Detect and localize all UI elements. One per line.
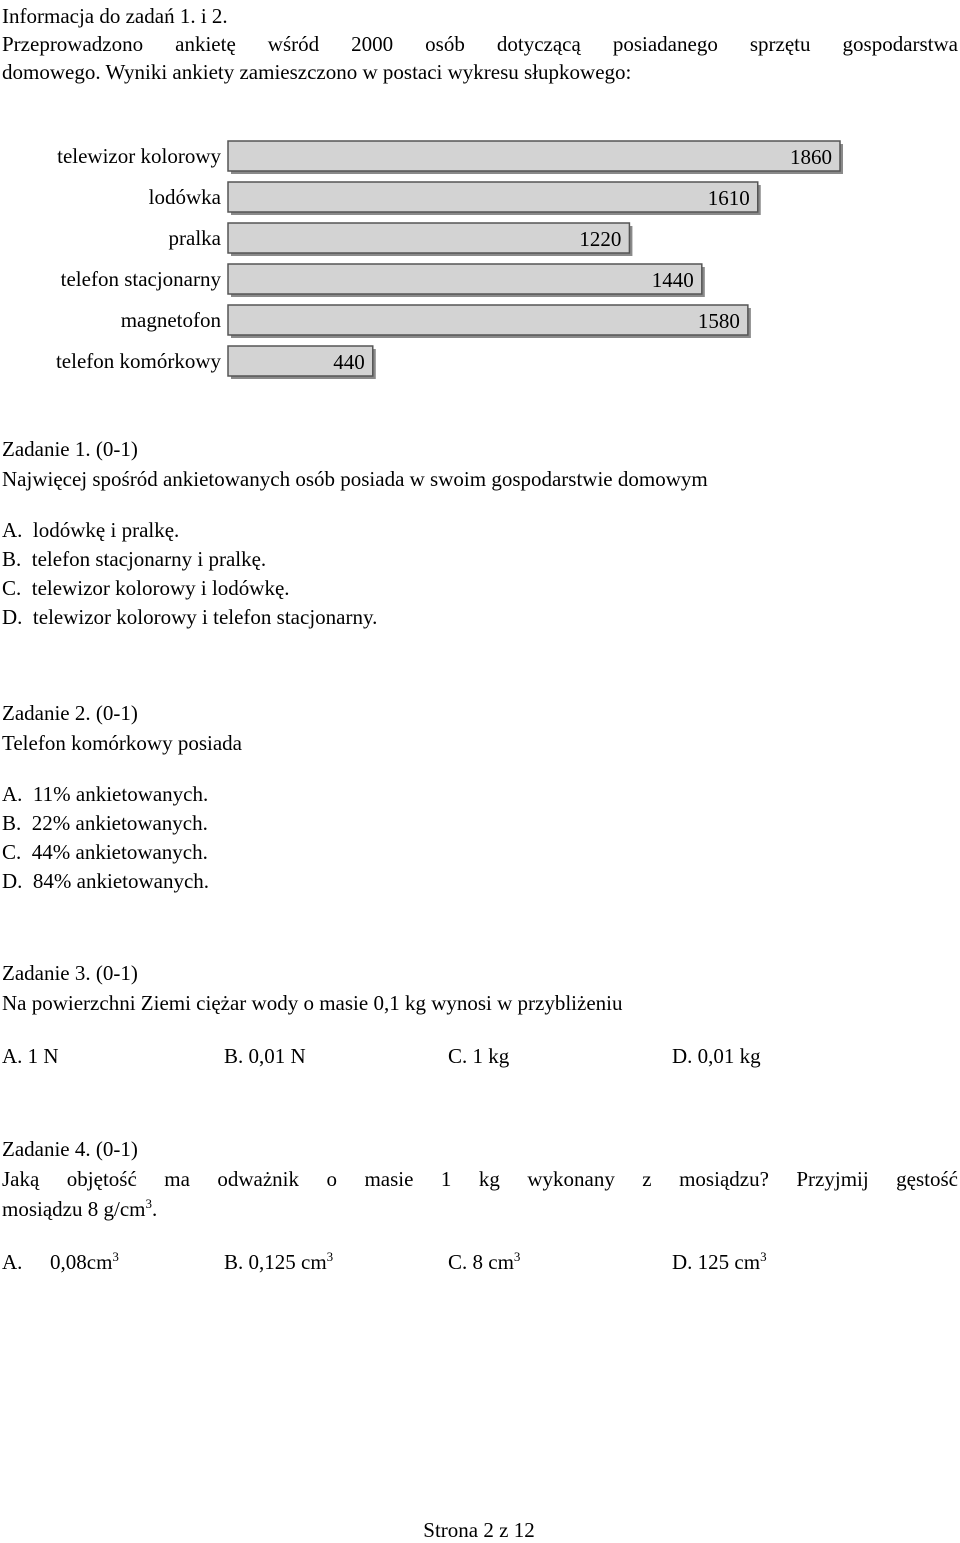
- bar: [228, 223, 629, 253]
- option-letter: A.: [2, 1044, 23, 1068]
- task-3-option-d[interactable]: [672, 1040, 761, 1072]
- category-label: telefon stacjonarny: [60, 267, 221, 291]
- task-3-option-a[interactable]: [2, 1040, 59, 1072]
- task-4: [2, 1134, 958, 1278]
- value-label: 1860: [790, 145, 832, 169]
- option-text: telewizor kolorowy i lodówkę.: [31, 576, 290, 600]
- bar-chart-svg: [0, 128, 960, 388]
- task-2-options: [2, 780, 958, 896]
- task-4-option-c[interactable]: [448, 1246, 520, 1278]
- task-1: [2, 434, 958, 632]
- intro-info: [2, 2, 958, 86]
- option-text: lodówkę i pralkę.: [32, 518, 180, 542]
- task-1-option-a[interactable]: [2, 516, 958, 545]
- task-3: [2, 958, 958, 1072]
- option-letter: B.: [2, 811, 22, 835]
- task-2-question: Telefon komórkowy posiada: [2, 731, 242, 755]
- task-1-option-c[interactable]: [2, 574, 958, 603]
- task-2: [2, 698, 958, 896]
- option-text: 44% ankietowanych.: [31, 840, 208, 864]
- option-exponent: 3: [326, 1249, 334, 1264]
- task-4-option-a[interactable]: [2, 1246, 119, 1278]
- option-text: 8 cm: [472, 1250, 514, 1274]
- value-label: 1580: [697, 309, 740, 333]
- task-4-question-end: .: [151, 1197, 158, 1221]
- option-letter: C.: [448, 1250, 468, 1274]
- task-3-options: [2, 1040, 958, 1072]
- bar: [228, 182, 758, 212]
- task-1-question: Najwięcej spośród ankietowanych osób posiada w swoim gospodarstwie domowym: [2, 467, 708, 491]
- option-letter: A.: [2, 782, 23, 806]
- category-label: telewizor kolorowy: [57, 144, 221, 168]
- bar: [228, 305, 748, 335]
- category-label: telefon komórkowy: [55, 349, 221, 373]
- option-text: 84% ankietowanych.: [32, 869, 210, 893]
- option-text: 11% ankietowanych.: [32, 782, 209, 806]
- task-2-option-b[interactable]: [2, 809, 958, 838]
- value-label: 1610: [707, 186, 750, 210]
- option-text: 1 N: [27, 1044, 59, 1068]
- bar: [228, 264, 702, 294]
- option-text: 0,08cm: [50, 1250, 113, 1274]
- option-letter: C.: [2, 840, 22, 864]
- task-1-head: Zadanie 1. (0-1): [2, 437, 138, 461]
- value-label: 1220: [579, 227, 622, 251]
- task-4-option-d[interactable]: [672, 1246, 767, 1278]
- task-1-options: [2, 516, 958, 632]
- survey-bar-chart: [0, 128, 960, 388]
- option-text: telewizor kolorowy i telefon stacjonarny.: [32, 605, 378, 629]
- option-text: 1 kg: [472, 1044, 510, 1068]
- task-4-option-b[interactable]: [224, 1246, 333, 1278]
- option-exponent: 3: [513, 1249, 521, 1264]
- bar: [228, 141, 840, 171]
- option-text: 0,01 N: [248, 1044, 306, 1068]
- option-letter: B.: [224, 1044, 244, 1068]
- option-exponent: 3: [760, 1249, 767, 1264]
- option-text: 22% ankietowanych.: [31, 811, 208, 835]
- value-label: 1440: [651, 268, 694, 292]
- option-letter: D.: [2, 869, 23, 893]
- option-exponent: 3: [112, 1249, 119, 1264]
- option-letter: A.: [2, 518, 23, 542]
- option-letter: D.: [2, 605, 23, 629]
- task-3-head: Zadanie 3. (0-1): [2, 961, 138, 985]
- task-4-options: [2, 1246, 958, 1278]
- category-label: magnetofon: [120, 308, 221, 332]
- page-number: Strona 2 z 12: [423, 1518, 535, 1542]
- option-text: 0,125 cm: [248, 1250, 327, 1274]
- task-1-option-d[interactable]: [2, 603, 958, 632]
- task-1-option-b[interactable]: [2, 545, 958, 574]
- option-letter: C.: [448, 1044, 468, 1068]
- option-letter: A.: [2, 1250, 23, 1274]
- task-4-head: Zadanie 4. (0-1): [2, 1137, 138, 1161]
- task-4-question-line-1: Jaką objętość ma odważnik o masie 1 kg wykonany z mosiądzu? Przyjmij gęstość: [2, 1167, 958, 1191]
- task-4-question-line-2: [2, 1194, 958, 1224]
- task-2-option-c[interactable]: [2, 838, 958, 867]
- option-letter: D.: [672, 1250, 693, 1274]
- intro-line-2: domowego. Wyniki ankiety zamieszczono w postaci wykresu słupkowego:: [2, 60, 632, 84]
- option-text: 125 cm: [697, 1250, 761, 1274]
- intro-line-1: Przeprowadzono ankietę wśród 2000 osób dotyczącą posiadanego sprzętu gospodarstwa: [2, 32, 958, 56]
- intro-title: Informacja do zadań 1. i 2.: [2, 4, 228, 28]
- category-label: pralka: [168, 226, 221, 250]
- option-text: 0,01 kg: [697, 1044, 761, 1068]
- value-label: 440: [333, 350, 365, 374]
- task-2-option-d[interactable]: [2, 867, 958, 896]
- task-3-option-c[interactable]: [448, 1040, 509, 1072]
- option-letter: C.: [2, 576, 22, 600]
- task-4-question-exponent: 3: [145, 1196, 152, 1211]
- task-4-question-text: mosiądzu 8 g/cm: [2, 1197, 146, 1221]
- option-letter: B.: [224, 1250, 244, 1274]
- task-3-option-b[interactable]: [224, 1040, 306, 1072]
- option-letter: B.: [2, 547, 22, 571]
- option-letter: D.: [672, 1044, 693, 1068]
- page-footer: [0, 1518, 960, 1543]
- category-label: lodówka: [148, 185, 221, 209]
- task-3-question: Na powierzchni Ziemi ciężar wody o masie 0,1 kg wynosi w przybliżeniu: [2, 991, 623, 1015]
- task-2-option-a[interactable]: [2, 780, 958, 809]
- task-2-head: Zadanie 2. (0-1): [2, 701, 138, 725]
- option-text: telefon stacjonarny i pralkę.: [31, 547, 267, 571]
